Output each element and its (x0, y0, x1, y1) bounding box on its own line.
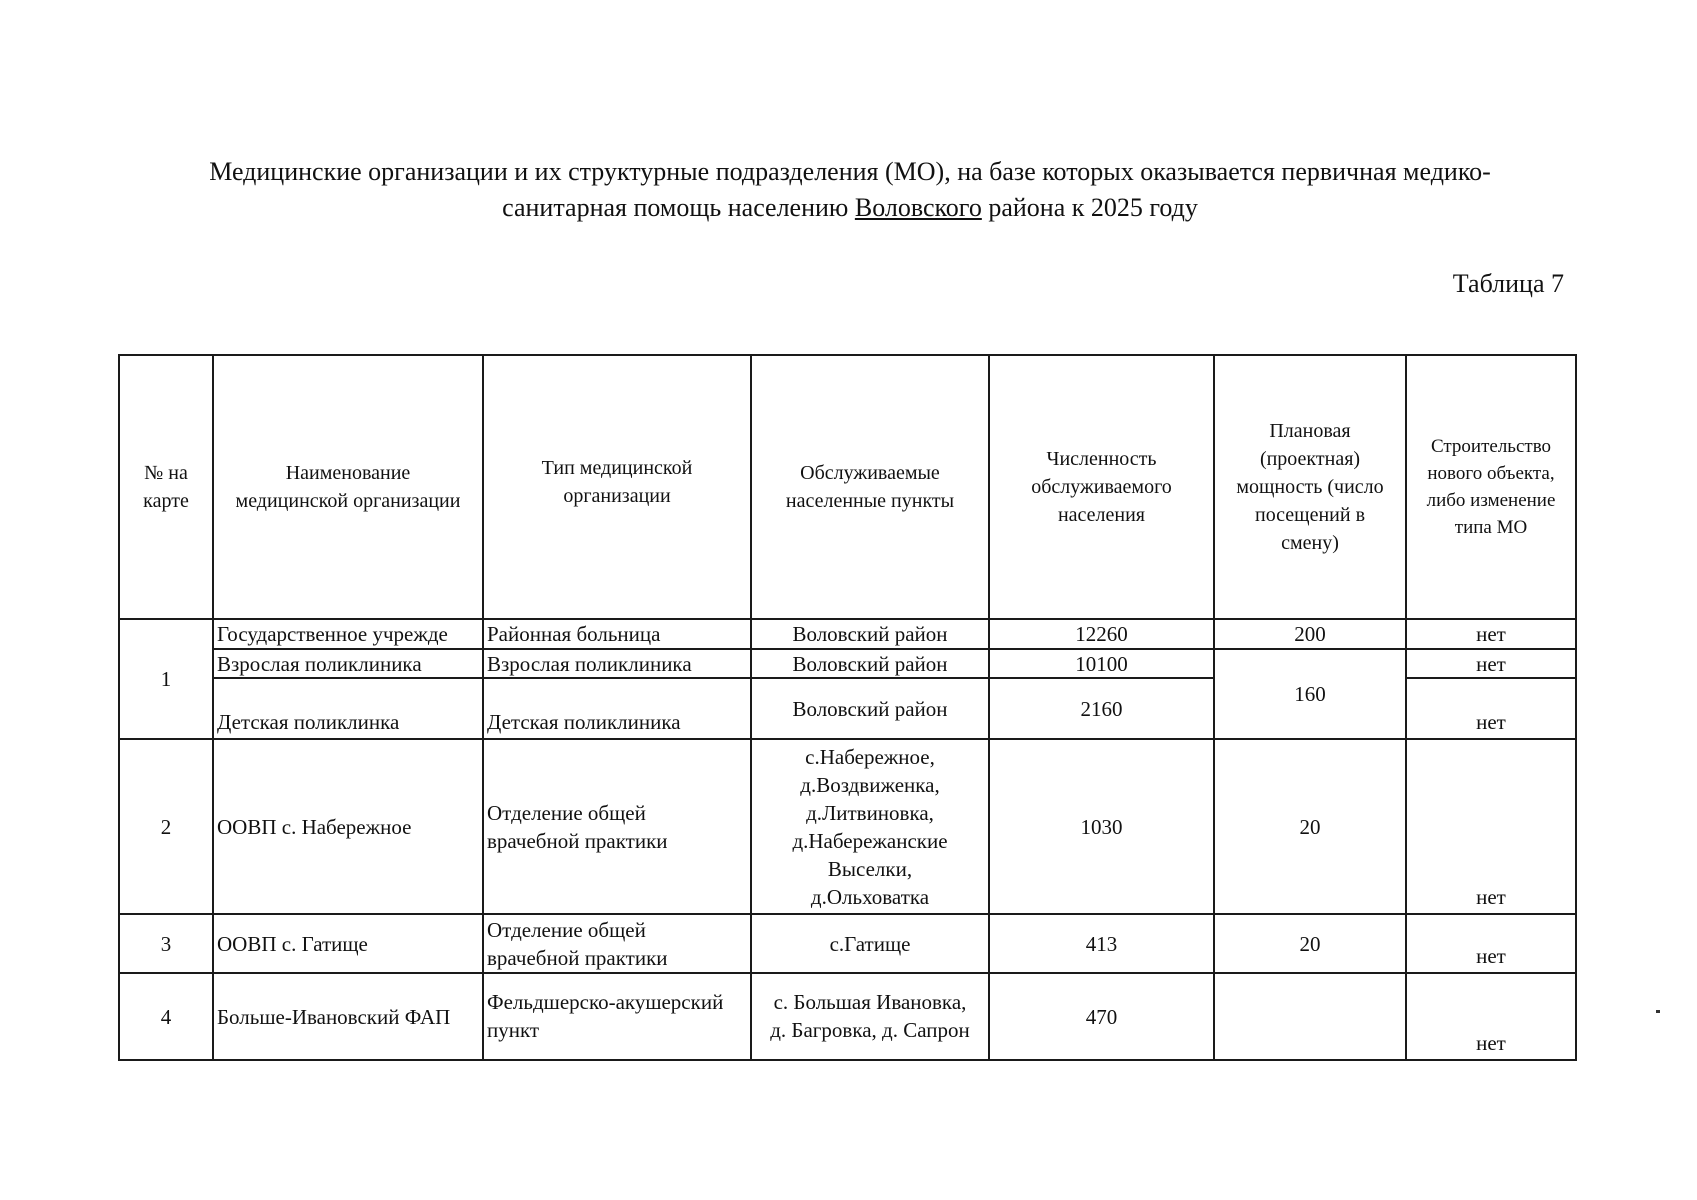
row-1b-type: Взрослая поликлиника (487, 651, 692, 676)
title-line-2 (120, 190, 1580, 226)
row-2-settlement-1: с.Набережное, (805, 744, 935, 769)
row-1c-type: Детская поликлиника (487, 710, 681, 734)
row-1b-population: 10100 (1075, 651, 1128, 676)
header-population-line-2: обслуживаемого (1031, 476, 1172, 498)
row-1-num: 1 (160, 667, 172, 691)
row-1a-settlements: Воловский район (792, 622, 948, 646)
row-2-capacity: 20 (1299, 814, 1321, 839)
header-construction-line-2: нового объекта, (1427, 463, 1555, 484)
row-3-construction: нет (1476, 944, 1506, 968)
row-3-population: 413 (1085, 931, 1118, 956)
header-settlements-line-1: Обслуживаемые (800, 462, 940, 484)
row-1b-construction: нет (1476, 651, 1506, 676)
header-capacity-line-2: (проектная) (1259, 448, 1361, 470)
row-3-name: ООВП с. Гатище (217, 931, 368, 956)
facilities-table (118, 354, 1577, 1061)
row-4-construction: нет (1476, 1031, 1506, 1055)
row-3-num: 3 (160, 931, 172, 956)
header-settlements (752, 356, 988, 618)
table-label: Таблица 7 (1452, 269, 1564, 298)
row-3-capacity: 20 (1299, 931, 1321, 956)
row-2-settlement-3: д.Литвиновка, (806, 800, 934, 825)
row-4-type (484, 974, 750, 1059)
header-population-line-1: Численность (1046, 448, 1157, 470)
row-2-settlement-6: д.Ольховатка (810, 884, 930, 909)
row-2-settlement-4: д.Набережанские (792, 828, 948, 853)
row-4-settlement-1: с. Большая Ивановка, (773, 990, 967, 1014)
header-capacity (1215, 356, 1405, 618)
row-2-settlements (752, 740, 988, 913)
header-capacity-line-5: смену) (1281, 532, 1339, 554)
header-settlements-line-2: населенные пункты (785, 490, 955, 512)
header-capacity-line-1: Плановая (1269, 420, 1351, 442)
header-num (120, 356, 212, 618)
header-construction-line-3: либо изменение (1426, 490, 1556, 511)
row-3-type-line-1: Отделение общей (487, 917, 646, 942)
row-1bc-capacity: 160 (1294, 682, 1326, 706)
header-type-line-2: организации (563, 485, 671, 507)
row-2-type-line-1: Отделение общей (487, 800, 646, 825)
row-1c-settlements: Воловский район (792, 696, 948, 721)
row-4-settlement-2: д. Багровка, д. Сапрон (770, 1018, 970, 1042)
row-4-type-line-1: Фельдшерско-акушерский (487, 990, 724, 1014)
row-1c-population: 2160 (1080, 696, 1123, 721)
row-4-population: 470 (1085, 1004, 1118, 1029)
row-4-num: 4 (160, 1004, 172, 1029)
header-capacity-line-3: мощность (число (1236, 476, 1384, 498)
row-1a-name: Государственное учрежде (217, 622, 448, 646)
header-type-line-1: Тип медицинской (541, 457, 693, 479)
row-1a-type: Районная больница (487, 622, 661, 646)
header-construction-line-4: типа МО (1454, 517, 1528, 538)
row-2-num: 2 (160, 814, 172, 839)
header-construction-line-1: Строительство (1430, 436, 1552, 457)
header-population-line-3: населения (1057, 504, 1146, 526)
row-2-settlement-5: Выселки, (827, 856, 913, 881)
header-construction (1407, 356, 1575, 618)
row-2-construction: нет (1476, 885, 1506, 909)
row-3-settlements: с.Гатище (829, 931, 911, 956)
header-name (214, 356, 482, 618)
document-title (120, 154, 1580, 226)
header-num-line-1: № на (144, 462, 188, 484)
row-2-settlement-2: д.Воздвиженка, (800, 772, 940, 797)
header-num-line-2: карте (143, 490, 189, 512)
row-1c-name: Детская поликлинка (217, 710, 400, 734)
row-4-settlements (752, 974, 988, 1059)
row-4-capacity (1215, 974, 1405, 1059)
header-population (990, 356, 1213, 618)
row-2-name: ООВП с. Набережное (217, 814, 412, 839)
title-district-name: Воловского (854, 193, 982, 222)
row-1c-construction: нет (1476, 710, 1506, 734)
header-name-line-1: Наименование (285, 462, 411, 484)
header-type (484, 356, 750, 618)
row-3-type-line-2: врачебной практики (487, 945, 668, 970)
title-line-1: Медицинские организации и их структурные подразделения (МО), на базе которых оказывается первичная медико- (209, 157, 1491, 186)
row-2-type-line-2: врачебной практики (487, 828, 668, 853)
scan-speck (1656, 1010, 1660, 1013)
row-3-type (484, 915, 750, 972)
title-line-2-suffix: района к 2025 году (981, 193, 1198, 222)
row-1a-capacity: 200 (1294, 622, 1326, 646)
row-4-type-line-2: пункт (487, 1018, 540, 1042)
row-1b-settlements: Воловский район (792, 651, 948, 676)
row-1a-population: 12260 (1075, 622, 1128, 646)
row-2-population: 1030 (1080, 814, 1123, 839)
header-capacity-line-4: посещений в (1254, 504, 1366, 526)
title-line-2-prefix: санитарная помощь населению (502, 193, 855, 222)
row-4-name: Больше-Ивановский ФАП (217, 1004, 451, 1029)
row-1a-construction: нет (1476, 622, 1506, 646)
header-name-line-2: медицинской организации (235, 490, 461, 512)
row-1b-name: Взрослая поликлиника (217, 651, 422, 676)
row-2-type (484, 740, 750, 913)
